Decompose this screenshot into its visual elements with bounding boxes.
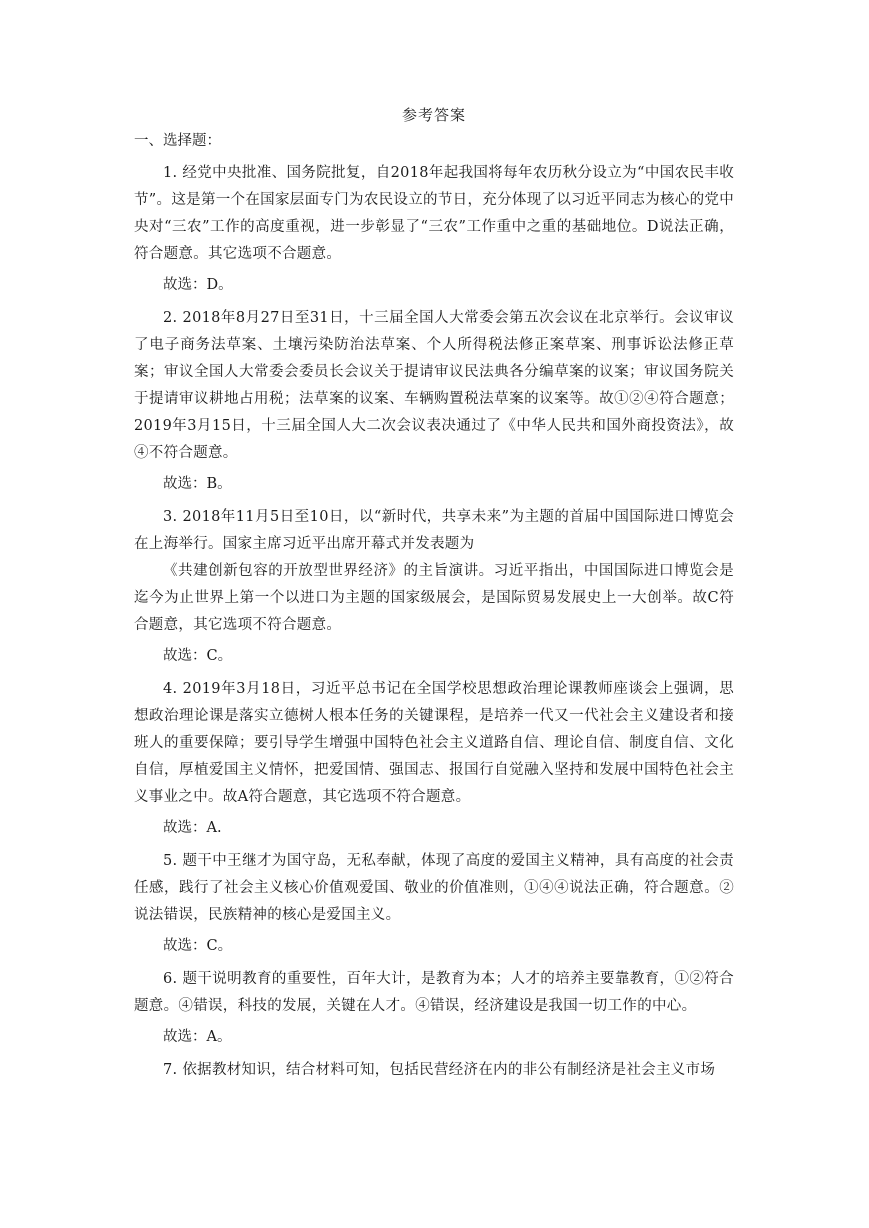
answer-line: 故选：A。 [163, 1029, 232, 1045]
question-item-6 [134, 966, 734, 1051]
question-item-7 [134, 1057, 734, 1084]
question-explanation: 2. 2018年8月27日至31日，十三届全国人大常委会第五次会议在北京举行。会议审议了电子商务法草案、土壤污染防治法草案、个人所得税法修正案草案、刑事诉讼法修正草案；审议全国人大常委会委员长会议关于提请审议民法典各分编草案的议案；审议国务院关于提请审议耕地占用税；法草案的议案、车辆购置税法草案的议案等。故①②④符合题意；2019年3月15日，十三届全国人大二次会议表决通过了《中华人民共和国外商投资法》，故④不符合题意。 [134, 310, 734, 461]
question-explanation: 5. 题干中王继才为国守岛，无私奉献，体现了高度的爱国主义精神，具有高度的社会责任感，践行了社会主义核心价值观爱国、敬业的价值准则，①④④说法正确，符合题意。②说法错误，民族精神的核心是爱国主义。 [134, 853, 734, 923]
page-title: 参考答案 [401, 106, 466, 124]
question-item-1 [134, 160, 734, 299]
question-item-4 [134, 676, 734, 842]
answer-page [134, 104, 734, 1086]
answer-line: 故选：B。 [163, 476, 232, 492]
question-explanation: 3. 2018年11月5日至10日，以“新时代，共享未来”为主题的首届中国国际进口博览会在上海举行。国家主席习近平出席开幕式并发表题为 [134, 509, 734, 552]
section-heading: 一、选择题： [134, 133, 221, 149]
answer-line: 故选：D。 [163, 277, 233, 293]
answer-line: 故选：C。 [163, 648, 233, 664]
question-item-2 [134, 305, 734, 498]
question-explanation: 1. 经党中央批准、国务院批复，自2018年起我国将每年农历秋分设立为“中国农民丰收节”。这是第一个在国家层面专门为农民设立的节日，充分体现了以习近平同志为核心的党中央对“三农”工作的高度重视，进一步彰显了“三农”工作重中之重的基础地位。D说法正确，符合题意。其它选项不合题意。 [134, 165, 734, 262]
question-explanation: 7. 依据教材知识，结合材料可知，包括民营经济在内的非公有制经济是社会主义市场 [163, 1062, 716, 1078]
question-explanation: 6. 题干说明教育的重要性，百年大计，是教育为本；人才的培养主要靠教育，①②符合题意。④错误，科技的发展，关键在人才。④错误，经济建设是我国一切工作的中心。 [134, 971, 734, 1014]
question-item-5 [134, 848, 734, 960]
question-item-3 [134, 504, 734, 670]
question-explanation: 4. 2019年3月18日，习近平总书记在全国学校思想政治理论课教师座谈会上强调，思想政治理论课是落实立德树人根本任务的关键课程，是培养一代又一代社会主义建设者和接班人的重要保障；要引导学生增强中国特色社会主义道路自信、理论自信、制度自信、文化自信，厚植爱国主义情怀，把爱国情、强国志、报国行自觉融入坚持和发展中国特色社会主义事业之中。故A符合题意，其它选项不符合题意。 [134, 681, 734, 805]
answer-line: 故选：A. [163, 820, 222, 836]
answer-line: 故选：C。 [163, 938, 233, 954]
question-explanation-continued: 《共建创新包容的开放型世界经济》的主旨演讲。习近平指出，中国国际进口博览会是迄今为止世界上第一个以进口为主题的国家级展会，是国际贸易发展史上一大创举。故C符合题意，其它选项不符合题意。 [134, 563, 734, 633]
